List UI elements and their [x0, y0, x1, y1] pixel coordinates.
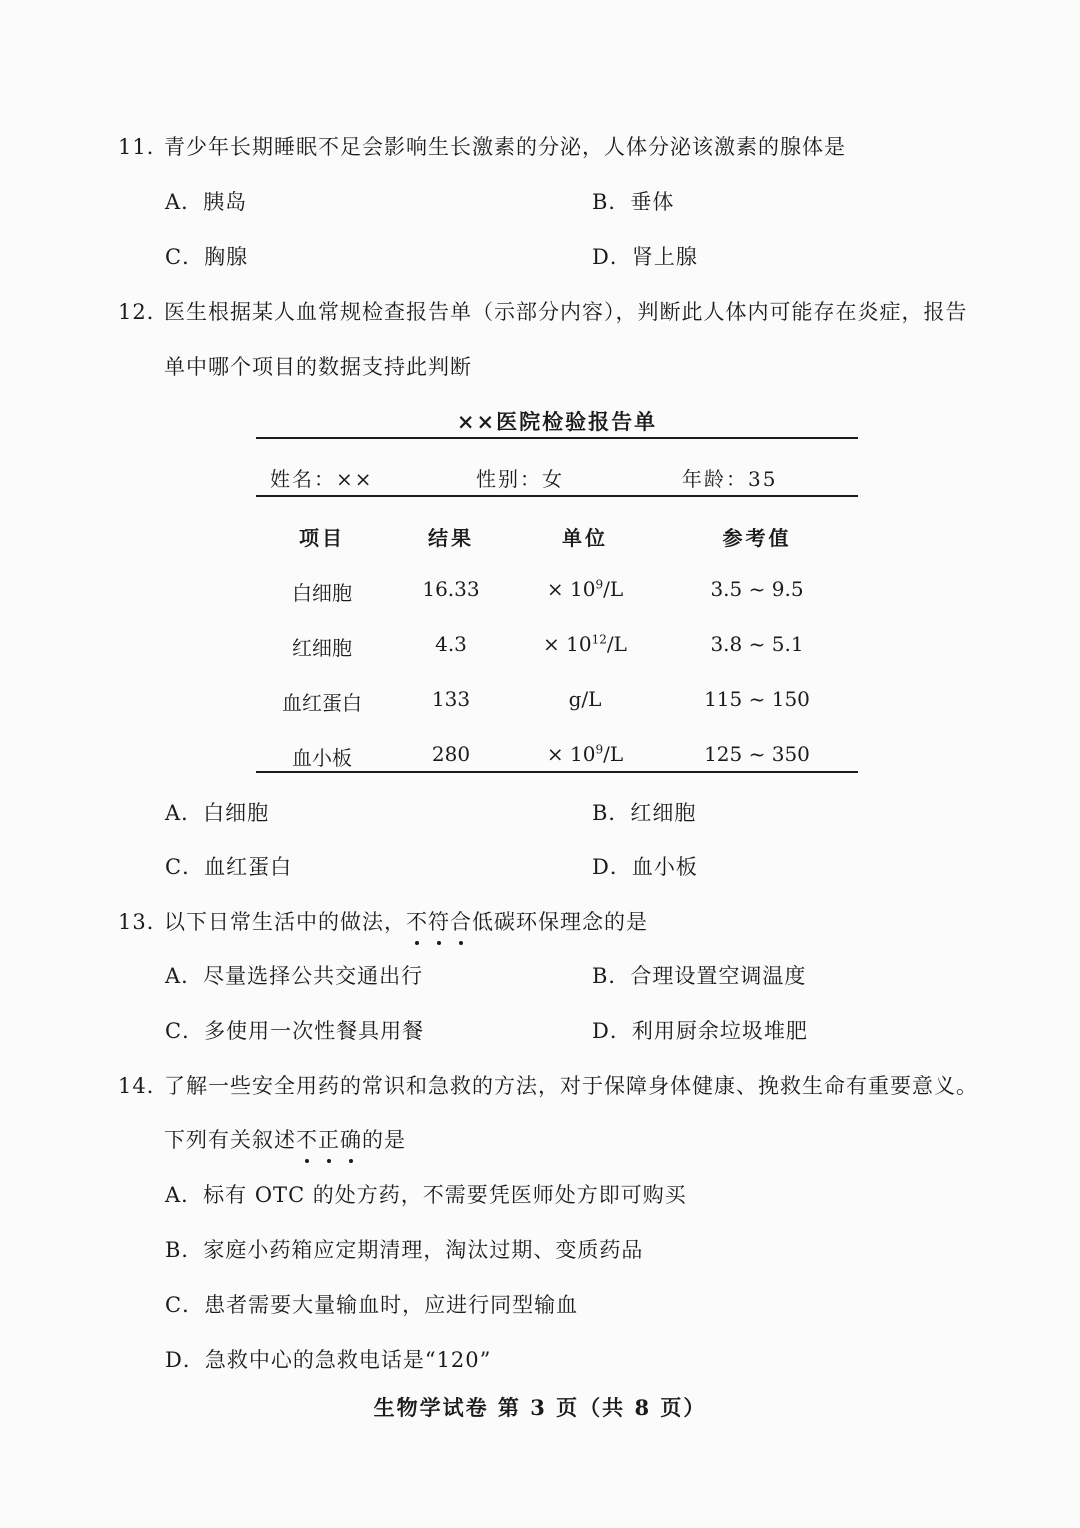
table-row-reference: 3.5 ~ 9.5 — [710, 577, 804, 601]
q11-stem-text: 青少年长期睡眠不足会影响生长激素的分泌，人体分泌该激素的腺体是 — [164, 135, 846, 159]
emphasis-char: 符 — [428, 906, 450, 936]
header-reference: 参考值 — [722, 526, 792, 550]
report-name: 姓名：×× — [270, 467, 374, 491]
q13-number: 13． — [118, 910, 169, 934]
table-row-result: 280 — [431, 742, 471, 766]
q11-number: 11． — [118, 135, 169, 159]
emphasis-char: 正 — [318, 1124, 340, 1154]
q13-option-c: C．多使用一次性餐具用餐 — [165, 1019, 425, 1043]
q14-stem-line1: 14．了解一些安全用药的常识和急救的方法，对于保障身体健康、挽救生命有重要意义。 — [118, 1070, 978, 1100]
q14-option-c: C．患者需要大量输血时，应进行同型输血 — [165, 1293, 579, 1317]
report-gender: 性别：女 — [476, 467, 564, 491]
q13-option-d: D．利用厨余垃圾堆肥 — [592, 1019, 808, 1043]
q13-option-b: B．合理设置空调温度 — [592, 964, 807, 988]
table-row-unit: g/L — [568, 687, 602, 711]
report-bottom-rule — [256, 771, 858, 773]
emphasis-char: 合 — [450, 906, 472, 936]
table-row-result: 133 — [431, 687, 471, 711]
q14-option-a: A．标有 OTC 的处方药，不需要凭医师处方即可购买 — [165, 1183, 687, 1207]
q14-option-d: D．急救中心的急救电话是“120” — [165, 1348, 492, 1372]
table-row-unit: × $10^{12}/L$ — [543, 632, 627, 656]
table-row-result: 16.33 — [422, 577, 480, 601]
page-footer: 生物学试卷 第 3 页（共 8 页） — [373, 1395, 707, 1420]
table-row-unit: × $10^9/L$ — [546, 577, 624, 601]
q12-stem-text: 医生根据某人血常规检查报告单（示部分内容），判断此人体内可能存在炎症，报告 — [164, 300, 968, 324]
table-row-item: 血小板 — [292, 746, 352, 770]
q11-option-d: D．肾上腺 — [592, 245, 698, 269]
table-row-item: 红细胞 — [292, 636, 352, 660]
emphasis-char: 不 — [296, 1124, 318, 1154]
q12-option-b: B．红细胞 — [592, 801, 697, 825]
q12-option-d: D．血小板 — [592, 855, 698, 879]
report-title: ××医院检验报告单 — [456, 409, 658, 434]
header-item: 项目 — [299, 526, 345, 550]
q14-option-b: B．家庭小药箱应定期清理，淘汰过期、变质药品 — [165, 1238, 644, 1262]
q12-stem-line2: 单中哪个项目的数据支持此判断 — [164, 355, 472, 379]
q12-stem-line1 — [118, 296, 968, 326]
q14-stem-line2: 下列有关叙述不正确的是 — [164, 1124, 406, 1154]
q12-option-a: A．白细胞 — [165, 801, 270, 825]
q13-option-a: A．尽量选择公共交通出行 — [165, 964, 424, 988]
q14-number: 14． — [118, 1074, 169, 1098]
q11-stem — [118, 131, 846, 161]
table-row-item: 白细胞 — [292, 581, 352, 605]
q11-option-c: C．胸腺 — [165, 245, 249, 269]
table-row-item: 血红蛋白 — [282, 691, 362, 715]
emphasis-char: 确 — [340, 1124, 362, 1154]
report-age: 年龄：35 — [682, 467, 778, 491]
table-row-reference: 3.8 ~ 5.1 — [710, 632, 804, 656]
table-row-reference: 115 ~ 150 — [704, 687, 810, 711]
emphasis-char: 不 — [406, 906, 428, 936]
q13-stem: 13．以下日常生活中的做法，不符合低碳环保理念的是 — [118, 906, 648, 936]
header-result: 结果 — [428, 526, 474, 550]
report-mid-rule — [256, 495, 858, 497]
header-unit: 单位 — [562, 526, 608, 550]
q11-option-a: A．胰岛 — [165, 190, 248, 214]
table-row-result: 4.3 — [435, 632, 467, 656]
report-top-rule — [256, 437, 858, 439]
q12-number: 12． — [118, 300, 169, 324]
table-row-unit: × $10^9/L$ — [546, 742, 624, 766]
table-row-reference: 125 ~ 350 — [704, 742, 810, 766]
q12-option-c: C．血红蛋白 — [165, 855, 293, 879]
q11-option-b: B．垂体 — [592, 190, 675, 214]
